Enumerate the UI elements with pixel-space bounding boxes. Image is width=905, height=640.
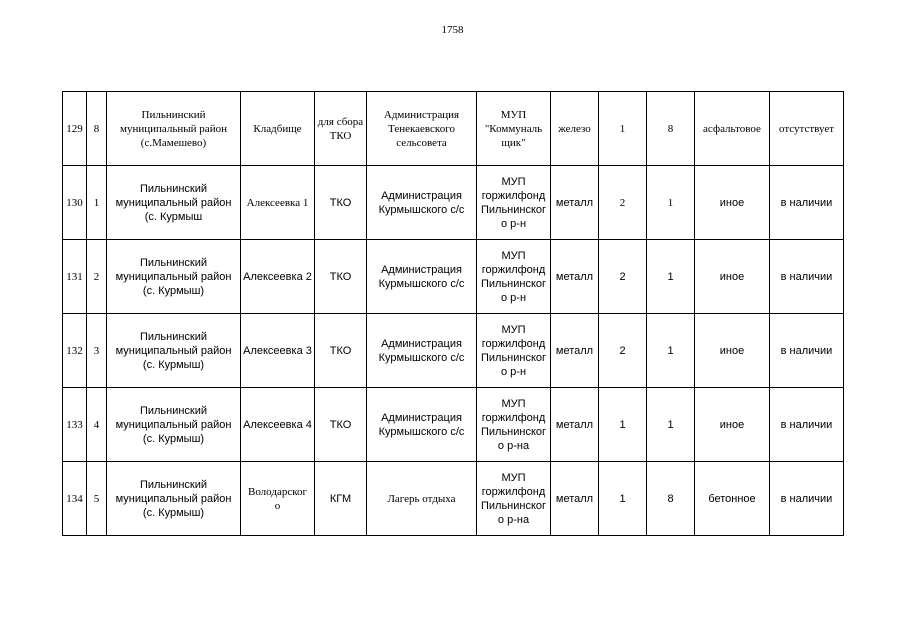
container-count: 2 — [619, 196, 626, 209]
sub-number: 2 — [93, 270, 100, 283]
table-row — [63, 166, 844, 240]
waste-sites-table — [62, 91, 844, 536]
district: Пильнинский муниципальный район (с. Курмыш) — [115, 404, 232, 445]
surface-cell — [695, 388, 770, 462]
district: Пильнинский муниципальный район (с. Курмыш) — [115, 478, 232, 519]
surface: иное — [719, 270, 745, 283]
owner: Администрация Курмышского с/с — [378, 189, 465, 216]
sub-number-cell — [87, 240, 107, 314]
count-cell — [599, 462, 647, 536]
owner-cell — [367, 240, 477, 314]
purpose-cell — [315, 240, 367, 314]
table-row — [63, 92, 844, 166]
operator: МУП горжилфонд Пильнинског о р-на — [480, 471, 547, 526]
location: Алексеевка 4 — [243, 418, 312, 431]
material: металл — [555, 418, 594, 431]
container-count: 2 — [619, 344, 626, 357]
fence-cell — [770, 92, 844, 166]
volume-cell — [647, 240, 695, 314]
table-row — [63, 240, 844, 314]
material-cell — [551, 388, 599, 462]
operator-cell — [477, 166, 551, 240]
operator: МУП горжилфонд Пильнинског о р-на — [480, 397, 547, 452]
row-number: 133 — [66, 418, 83, 431]
volume-cell — [647, 166, 695, 240]
location: Алексеевка 2 — [243, 270, 312, 283]
purpose-cell — [315, 388, 367, 462]
surface-cell — [695, 166, 770, 240]
surface: иное — [719, 344, 745, 357]
owner-cell — [367, 462, 477, 536]
purpose: ТКО — [329, 344, 352, 357]
owner: Администрация Курмышского с/с — [378, 411, 465, 438]
sub-number: 3 — [93, 344, 100, 357]
row-number-cell — [63, 314, 87, 388]
operator-cell — [477, 388, 551, 462]
owner: Администрация Тенекаевского сельсовета — [383, 108, 460, 149]
container-count: 1 — [619, 122, 626, 135]
purpose-cell — [315, 314, 367, 388]
volume-cell — [647, 388, 695, 462]
sub-number: 4 — [93, 418, 100, 431]
count-cell — [599, 240, 647, 314]
fence: в наличии — [780, 196, 833, 209]
fence-cell — [770, 166, 844, 240]
material-cell — [551, 314, 599, 388]
count-cell — [599, 388, 647, 462]
fence-cell — [770, 388, 844, 462]
district-cell — [107, 166, 241, 240]
volume-cell — [647, 314, 695, 388]
owner-cell — [367, 92, 477, 166]
row-number: 130 — [66, 196, 83, 209]
table-row — [63, 388, 844, 462]
fence: отсутствует — [778, 122, 835, 135]
operator: МУП "Коммуналь щик" — [484, 108, 543, 149]
purpose: ТКО — [329, 270, 352, 283]
location-cell — [241, 462, 315, 536]
row-number-cell — [63, 462, 87, 536]
owner-cell — [367, 388, 477, 462]
operator-cell — [477, 462, 551, 536]
location-cell — [241, 166, 315, 240]
fence-cell — [770, 314, 844, 388]
purpose: КГМ — [329, 492, 352, 505]
count-cell — [599, 166, 647, 240]
surface: асфальтовое — [703, 122, 761, 135]
surface-cell — [695, 462, 770, 536]
container-volume: 1 — [667, 196, 674, 209]
district-cell — [107, 388, 241, 462]
purpose: для сбора ТКО — [317, 115, 364, 142]
container-volume: 8 — [667, 492, 674, 505]
page-number: 1758 — [441, 24, 464, 36]
fence: в наличии — [780, 418, 833, 431]
location-cell — [241, 388, 315, 462]
container-volume: 1 — [667, 270, 674, 283]
container-volume: 8 — [667, 122, 674, 135]
district: Пильнинский муниципальный район (с. Курмыш) — [115, 256, 232, 297]
owner: Лагерь отдыха — [387, 492, 456, 505]
sub-number: 8 — [93, 122, 100, 135]
location-cell — [241, 240, 315, 314]
district-cell — [107, 314, 241, 388]
purpose: ТКО — [329, 418, 352, 431]
operator: МУП горжилфонд Пильнинског о р-н — [480, 323, 547, 378]
table-row — [63, 462, 844, 536]
district-cell — [107, 462, 241, 536]
operator: МУП горжилфонд Пильнинског о р-н — [480, 175, 547, 230]
row-number: 132 — [66, 344, 83, 357]
row-number: 129 — [66, 122, 83, 135]
location: Володарског о — [247, 485, 308, 512]
district: Пильнинский муниципальный район (с. Курмыш — [115, 182, 232, 223]
location-cell — [241, 92, 315, 166]
district: Пильнинский муниципальный район (с. Курмыш) — [115, 330, 232, 371]
container-count: 2 — [619, 270, 626, 283]
fence: в наличии — [780, 344, 833, 357]
row-number-cell — [63, 166, 87, 240]
purpose-cell — [315, 166, 367, 240]
district-cell — [107, 240, 241, 314]
purpose-cell — [315, 462, 367, 536]
count-cell — [599, 92, 647, 166]
volume-cell — [647, 92, 695, 166]
material: металл — [555, 270, 594, 283]
row-number-cell — [63, 240, 87, 314]
surface-cell — [695, 92, 770, 166]
operator-cell — [477, 314, 551, 388]
row-number: 134 — [66, 492, 83, 505]
fence: в наличии — [780, 270, 833, 283]
row-number-cell — [63, 92, 87, 166]
owner-cell — [367, 166, 477, 240]
sub-number: 1 — [93, 196, 100, 209]
material-cell — [551, 240, 599, 314]
operator-cell — [477, 92, 551, 166]
container-volume: 1 — [667, 344, 674, 357]
material: металл — [555, 344, 594, 357]
location: Кладбище — [253, 122, 302, 135]
fence: в наличии — [780, 492, 833, 505]
purpose-cell — [315, 92, 367, 166]
sub-number-cell — [87, 314, 107, 388]
material: железо — [558, 122, 591, 135]
location-cell — [241, 314, 315, 388]
location: Алексеевка 1 — [246, 196, 309, 209]
owner: Администрация Курмышского с/с — [378, 337, 465, 364]
fence-cell — [770, 240, 844, 314]
material: металл — [555, 492, 594, 505]
owner-cell — [367, 314, 477, 388]
table-body — [63, 92, 844, 536]
district-cell — [107, 92, 241, 166]
count-cell — [599, 314, 647, 388]
row-number: 131 — [66, 270, 83, 283]
row-number-cell — [63, 388, 87, 462]
sub-number: 5 — [93, 492, 100, 505]
container-volume: 1 — [667, 418, 674, 431]
surface-cell — [695, 240, 770, 314]
container-count: 1 — [619, 492, 626, 505]
purpose: ТКО — [329, 196, 352, 209]
material-cell — [551, 462, 599, 536]
surface: иное — [719, 196, 745, 209]
surface: бетонное — [708, 492, 756, 505]
sub-number-cell — [87, 388, 107, 462]
surface: иное — [719, 418, 745, 431]
sub-number-cell — [87, 92, 107, 166]
material-cell — [551, 166, 599, 240]
volume-cell — [647, 462, 695, 536]
district: Пильнинский муниципальный район (с.Мамешево) — [120, 108, 227, 149]
location: Алексеевка 3 — [243, 344, 312, 357]
sub-number-cell — [87, 166, 107, 240]
operator-cell — [477, 240, 551, 314]
container-count: 1 — [619, 418, 626, 431]
material-cell — [551, 92, 599, 166]
surface-cell — [695, 314, 770, 388]
fence-cell — [770, 462, 844, 536]
owner: Администрация Курмышского с/с — [378, 263, 465, 290]
operator: МУП горжилфонд Пильнинског о р-н — [480, 249, 547, 304]
material: металл — [555, 196, 594, 209]
table-row — [63, 314, 844, 388]
sub-number-cell — [87, 462, 107, 536]
